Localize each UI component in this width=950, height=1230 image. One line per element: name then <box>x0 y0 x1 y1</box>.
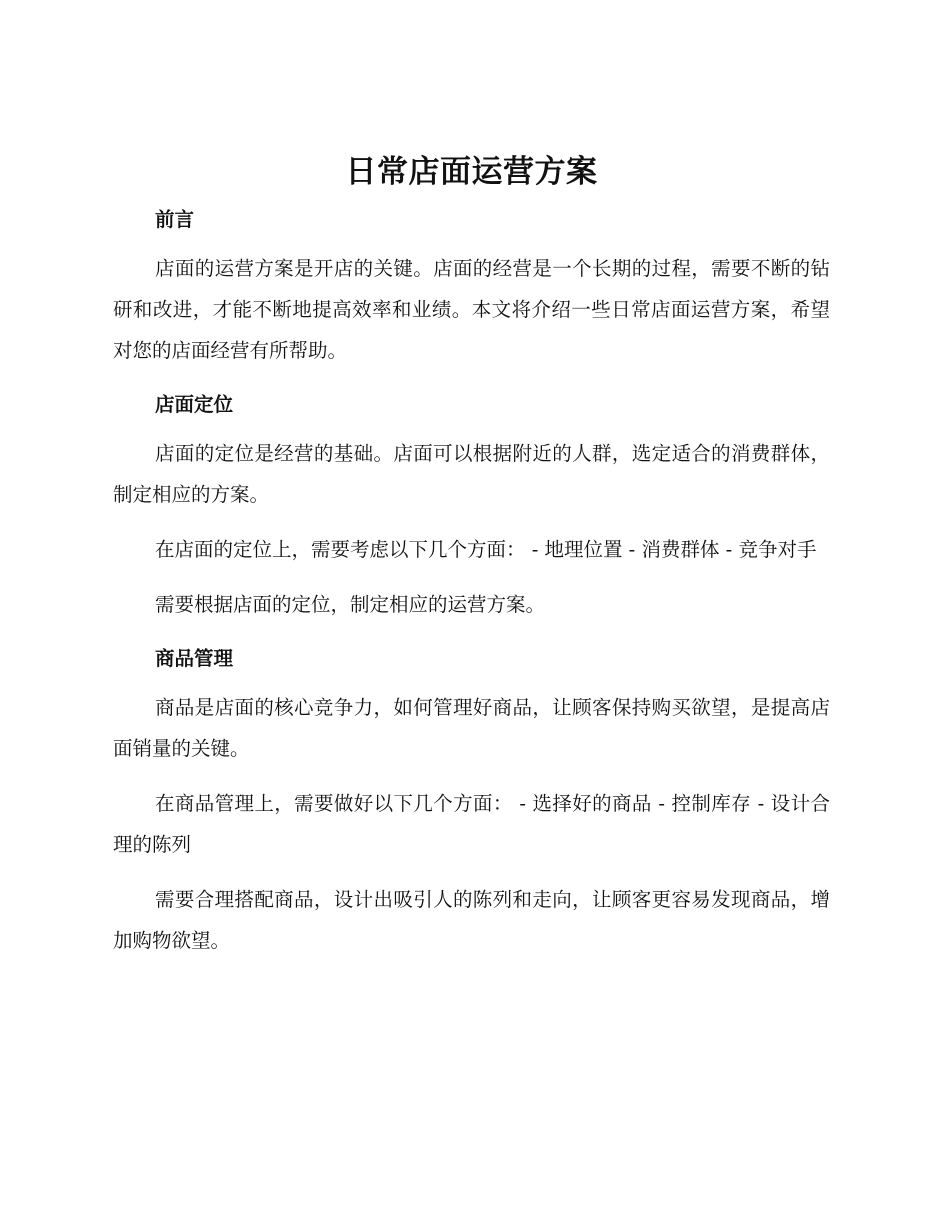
paragraph: 商品是店面的核心竞争力，如何管理好商品，让顾客保持购买欲望，是提高店面销量的关键。 <box>113 696 830 760</box>
section-store-positioning <box>113 393 830 625</box>
section-heading: 商品管理 <box>155 647 234 670</box>
document-title: 日常店面运营方案 <box>345 154 598 190</box>
paragraph: 店面的定位是经营的基础。店面可以根据附近的人群，选定适合的消费群体，制定相应的方案。 <box>113 442 830 506</box>
section-preface <box>113 208 830 371</box>
section-product-management <box>113 647 830 961</box>
document-page <box>113 150 830 983</box>
paragraph: 需要根据店面的定位，制定相应的运营方案。 <box>155 593 546 616</box>
paragraph: 需要合理搭配商品，设计出吸引人的陈列和走向，让顾客更容易发现商品，增加购物欲望。 <box>113 888 830 952</box>
section-heading: 前言 <box>155 208 195 231</box>
paragraph: 在商品管理上，需要做好以下几个方面： - 选择好的商品 - 控制库存 - 设计合理的陈列 <box>113 792 830 856</box>
section-heading: 店面定位 <box>155 393 234 416</box>
paragraph: 店面的运营方案是开店的关键。店面的经营是一个长期的过程，需要不断的钻研和改进，才能不断地提高效率和业绩。本文将介绍一些日常店面运营方案，希望对您的店面经营有所帮助。 <box>113 257 830 362</box>
paragraph: 在店面的定位上，需要考虑以下几个方面： - 地理位置 - 消费群体 - 竞争对手 <box>155 538 817 561</box>
